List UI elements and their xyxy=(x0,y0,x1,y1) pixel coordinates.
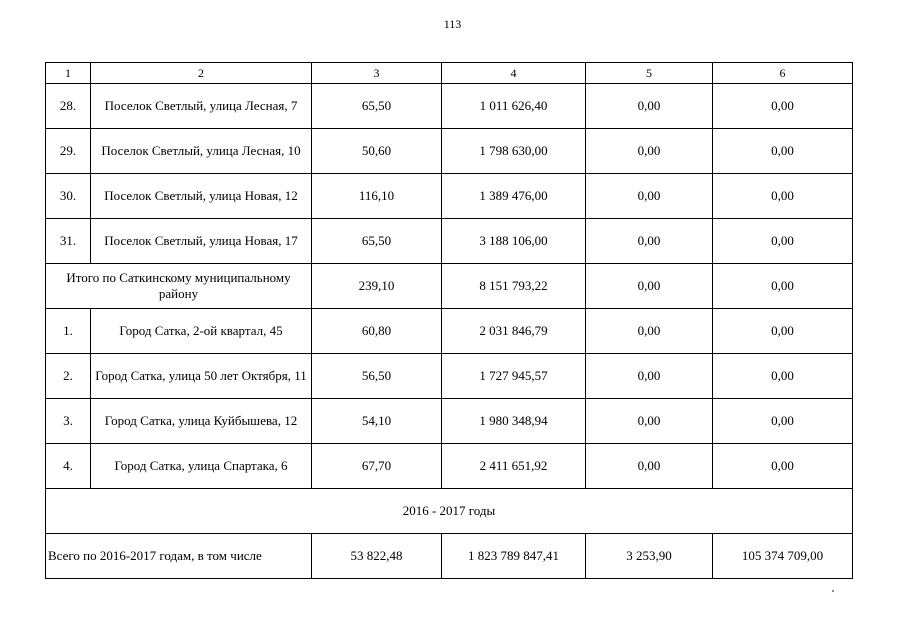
value-cell: 54,10 xyxy=(312,399,442,444)
value-cell: 0,00 xyxy=(586,399,713,444)
value-cell: 3 188 106,00 xyxy=(442,219,586,264)
value-cell: 0,00 xyxy=(586,84,713,129)
value-cell: 105 374 709,00 xyxy=(713,534,853,579)
value-cell: 56,50 xyxy=(312,354,442,399)
value-cell: 50,60 xyxy=(312,129,442,174)
row-number: 31. xyxy=(46,219,91,264)
value-cell: 0,00 xyxy=(586,444,713,489)
value-cell: 65,50 xyxy=(312,84,442,129)
value-cell: 0,00 xyxy=(586,174,713,219)
address-cell: Город Сатка, улица Куйбышева, 12 xyxy=(91,399,312,444)
header-row xyxy=(46,63,853,84)
period-row xyxy=(46,489,853,534)
table-row xyxy=(46,354,853,399)
table-row xyxy=(46,84,853,129)
page-number: 113 xyxy=(443,17,462,31)
address-cell: Поселок Светлый, улица Новая, 12 xyxy=(91,174,312,219)
address-cell: Поселок Светлый, улица Лесная, 7 xyxy=(91,84,312,129)
period-label: 2016 - 2017 годы xyxy=(46,489,853,534)
column-header: 5 xyxy=(586,63,713,84)
value-cell: 8 151 793,22 xyxy=(442,264,586,309)
column-header: 6 xyxy=(713,63,853,84)
value-cell: 65,50 xyxy=(312,219,442,264)
value-cell: 1 727 945,57 xyxy=(442,354,586,399)
address-cell: Город Сатка, 2-ой квартал, 45 xyxy=(91,309,312,354)
value-cell: 1 823 789 847,41 xyxy=(442,534,586,579)
value-cell: 0,00 xyxy=(713,219,853,264)
value-cell: 0,00 xyxy=(713,309,853,354)
value-cell: 0,00 xyxy=(713,174,853,219)
subtotal-row xyxy=(46,264,853,309)
value-cell: 2 411 651,92 xyxy=(442,444,586,489)
total-label: Всего по 2016-2017 годам, в том числе xyxy=(46,534,312,579)
value-cell: 0,00 xyxy=(586,264,713,309)
table-row xyxy=(46,174,853,219)
row-number: 1. xyxy=(46,309,91,354)
row-number: 28. xyxy=(46,84,91,129)
row-number: 30. xyxy=(46,174,91,219)
value-cell: 1 798 630,00 xyxy=(442,129,586,174)
address-cell: Поселок Светлый, улица Лесная, 10 xyxy=(91,129,312,174)
value-cell: 53 822,48 xyxy=(312,534,442,579)
value-cell: 0,00 xyxy=(713,354,853,399)
value-cell: 116,10 xyxy=(312,174,442,219)
scan-speck xyxy=(832,590,834,592)
data-table xyxy=(45,62,853,579)
address-cell: Город Сатка, улица Спартака, 6 xyxy=(91,444,312,489)
value-cell: 0,00 xyxy=(586,309,713,354)
column-header: 2 xyxy=(91,63,312,84)
value-cell: 0,00 xyxy=(586,354,713,399)
row-number: 4. xyxy=(46,444,91,489)
value-cell: 3 253,90 xyxy=(586,534,713,579)
value-cell: 1 389 476,00 xyxy=(442,174,586,219)
value-cell: 0,00 xyxy=(713,444,853,489)
row-number: 3. xyxy=(46,399,91,444)
table-row xyxy=(46,219,853,264)
value-cell: 60,80 xyxy=(312,309,442,354)
table-row xyxy=(46,309,853,354)
column-header: 4 xyxy=(442,63,586,84)
value-cell: 1 980 348,94 xyxy=(442,399,586,444)
table-row xyxy=(46,444,853,489)
subtotal-label: Итого по Саткинскому муниципальному району xyxy=(46,264,312,309)
value-cell: 239,10 xyxy=(312,264,442,309)
value-cell: 0,00 xyxy=(713,84,853,129)
value-cell: 0,00 xyxy=(586,219,713,264)
value-cell: 67,70 xyxy=(312,444,442,489)
table-row xyxy=(46,399,853,444)
address-cell: Поселок Светлый, улица Новая, 17 xyxy=(91,219,312,264)
row-number: 2. xyxy=(46,354,91,399)
address-cell: Город Сатка, улица 50 лет Октября, 11 xyxy=(91,354,312,399)
value-cell: 1 011 626,40 xyxy=(442,84,586,129)
value-cell: 0,00 xyxy=(713,264,853,309)
value-cell: 0,00 xyxy=(586,129,713,174)
value-cell: 0,00 xyxy=(713,399,853,444)
table-row xyxy=(46,129,853,174)
column-header: 1 xyxy=(46,63,91,84)
total-row xyxy=(46,534,853,579)
value-cell: 0,00 xyxy=(713,129,853,174)
column-header: 3 xyxy=(312,63,442,84)
row-number: 29. xyxy=(46,129,91,174)
value-cell: 2 031 846,79 xyxy=(442,309,586,354)
